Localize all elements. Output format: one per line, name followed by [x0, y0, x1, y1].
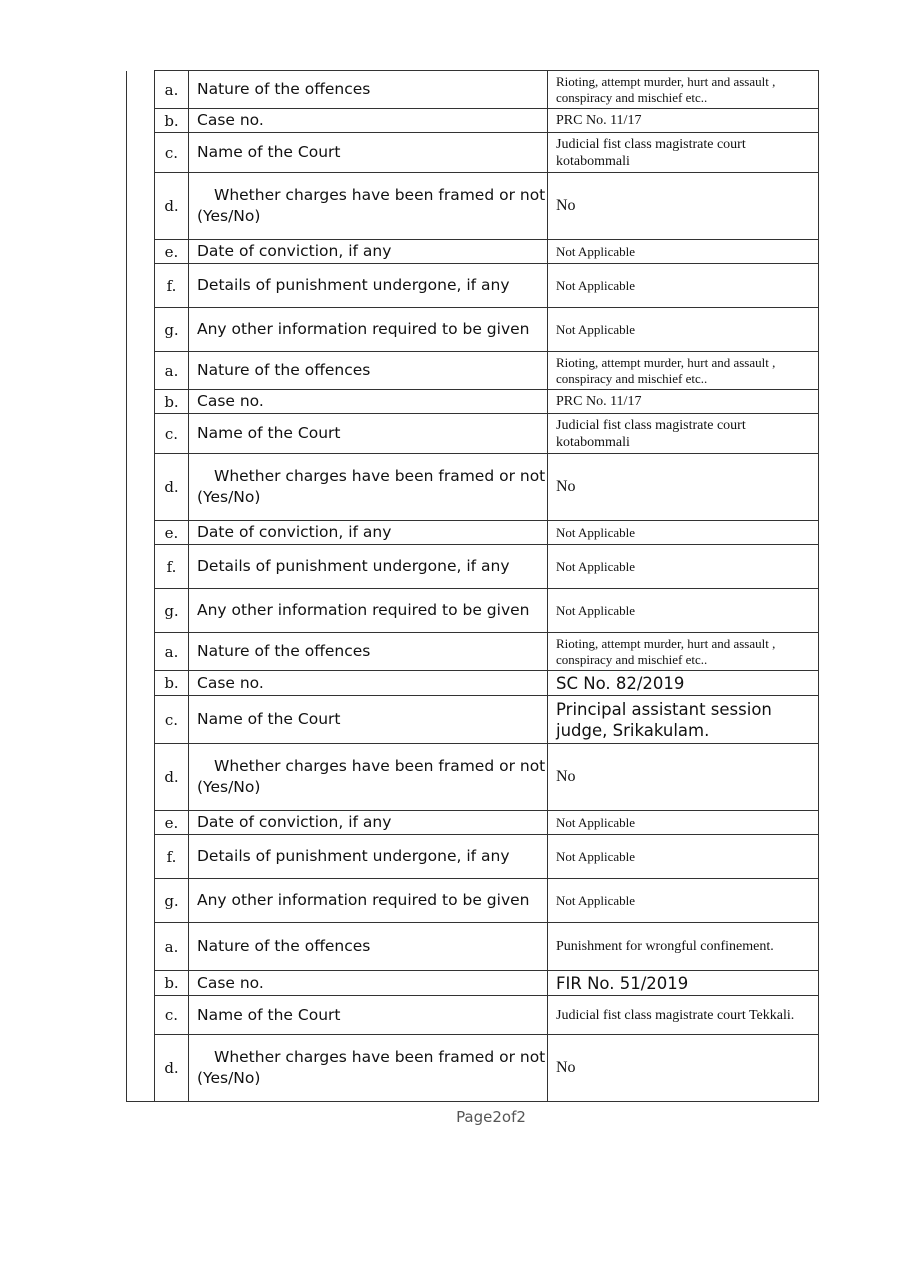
- row-label: Case no.: [189, 109, 548, 133]
- row-letter: d.: [155, 173, 189, 240]
- row-value: Not Applicable: [548, 835, 819, 879]
- table-row: [127, 308, 819, 352]
- row-label: Case no.: [189, 671, 548, 696]
- table-row: [127, 696, 819, 744]
- table-row: [127, 996, 819, 1035]
- row-value: Not Applicable: [548, 545, 819, 589]
- table-row: [127, 71, 819, 109]
- row-letter: e.: [155, 240, 189, 264]
- row-label: Whether charges have been framed or not (Yes/No): [197, 467, 546, 506]
- row-value: PRC No. 11/17: [548, 390, 819, 414]
- row-letter: b.: [155, 109, 189, 133]
- row-letter: c.: [155, 996, 189, 1035]
- table-row: [127, 835, 819, 879]
- row-label: Any other information required to be given: [189, 879, 548, 923]
- row-label: Nature of the offences: [189, 71, 548, 109]
- row-label: Nature of the offences: [189, 633, 548, 671]
- table-row: [127, 173, 819, 240]
- row-label: Date of conviction, if any: [189, 811, 548, 835]
- row-letter: a.: [155, 633, 189, 671]
- row-label: Date of conviction, if any: [189, 240, 548, 264]
- row-letter: f.: [155, 264, 189, 308]
- row-label: Case no.: [189, 971, 548, 996]
- row-value: No: [548, 173, 819, 240]
- table-row: [127, 521, 819, 545]
- table-row: [127, 671, 819, 696]
- row-label: Whether charges have been framed or not (Yes/No): [197, 186, 546, 225]
- table-row: [127, 971, 819, 996]
- row-value: Punishment for wrongful confinement.: [548, 923, 819, 971]
- row-value: Judicial fist class magistrate court kotabommali: [548, 414, 819, 454]
- row-label: Name of the Court: [189, 996, 548, 1035]
- table-row: [127, 414, 819, 454]
- row-value: Principal assistant session judge, Srikakulam.: [548, 696, 819, 744]
- row-label: Nature of the offences: [189, 923, 548, 971]
- row-label: Name of the Court: [189, 414, 548, 454]
- row-label: Date of conviction, if any: [189, 521, 548, 545]
- table-row: [127, 811, 819, 835]
- row-letter: b.: [155, 390, 189, 414]
- table-row: [127, 352, 819, 390]
- row-letter: e.: [155, 521, 189, 545]
- row-label: Any other information required to be given: [189, 589, 548, 633]
- row-label: Whether charges have been framed or not (Yes/No): [197, 1048, 546, 1087]
- table-row: [127, 545, 819, 589]
- row-letter: a.: [155, 352, 189, 390]
- row-value: Not Applicable: [548, 589, 819, 633]
- table-row: [127, 879, 819, 923]
- row-value: Rioting, attempt murder, hurt and assault , conspiracy and mischief etc..: [548, 352, 819, 390]
- row-value: No: [548, 744, 819, 811]
- row-letter: f.: [155, 545, 189, 589]
- row-label: Name of the Court: [189, 696, 548, 744]
- row-value: No: [548, 1035, 819, 1102]
- row-value: Not Applicable: [548, 879, 819, 923]
- table-row: [127, 133, 819, 173]
- row-value: Judicial fist class magistrate court Tekkali.: [548, 996, 819, 1035]
- row-label: Details of punishment undergone, if any: [189, 264, 548, 308]
- row-value: Not Applicable: [548, 308, 819, 352]
- row-letter: c.: [155, 133, 189, 173]
- row-value: Not Applicable: [548, 264, 819, 308]
- table-row: [127, 264, 819, 308]
- row-letter: b.: [155, 671, 189, 696]
- row-value: PRC No. 11/17: [548, 109, 819, 133]
- row-label: Whether charges have been framed or not (Yes/No): [197, 757, 546, 796]
- row-value: Not Applicable: [548, 521, 819, 545]
- page-number: Page2of2: [456, 1108, 526, 1126]
- table-row: [127, 454, 819, 521]
- row-label: Details of punishment undergone, if any: [189, 545, 548, 589]
- row-letter: g.: [155, 308, 189, 352]
- row-letter: b.: [155, 971, 189, 996]
- table-row: [127, 923, 819, 971]
- row-value: Not Applicable: [548, 240, 819, 264]
- row-letter: g.: [155, 879, 189, 923]
- row-label: Name of the Court: [189, 133, 548, 173]
- table-row: [127, 633, 819, 671]
- row-value: Judicial fist class magistrate court kotabommali: [548, 133, 819, 173]
- row-letter: a.: [155, 923, 189, 971]
- row-letter: c.: [155, 414, 189, 454]
- row-value: SC No. 82/2019: [548, 671, 819, 696]
- row-letter: g.: [155, 589, 189, 633]
- row-letter: d.: [155, 744, 189, 811]
- row-label: Nature of the offences: [189, 352, 548, 390]
- row-value: No: [548, 454, 819, 521]
- row-letter: d.: [155, 1035, 189, 1102]
- row-letter: a.: [155, 71, 189, 109]
- row-label: Case no.: [189, 390, 548, 414]
- row-letter: c.: [155, 696, 189, 744]
- table-row: [127, 589, 819, 633]
- table-row: [127, 1035, 819, 1102]
- row-value: FIR No. 51/2019: [548, 971, 819, 996]
- row-value: Not Applicable: [548, 811, 819, 835]
- table-row: [127, 240, 819, 264]
- row-letter: d.: [155, 454, 189, 521]
- row-value: Rioting, attempt murder, hurt and assault , conspiracy and mischief etc..: [548, 71, 819, 109]
- table-row: [127, 109, 819, 133]
- criminal-cases-table: [126, 70, 819, 1102]
- row-label: Details of punishment undergone, if any: [189, 835, 548, 879]
- row-value: Rioting, attempt murder, hurt and assault , conspiracy and mischief etc..: [548, 633, 819, 671]
- table-row: [127, 390, 819, 414]
- row-label: Any other information required to be given: [189, 308, 548, 352]
- table-row: [127, 744, 819, 811]
- row-letter: f.: [155, 835, 189, 879]
- row-letter: e.: [155, 811, 189, 835]
